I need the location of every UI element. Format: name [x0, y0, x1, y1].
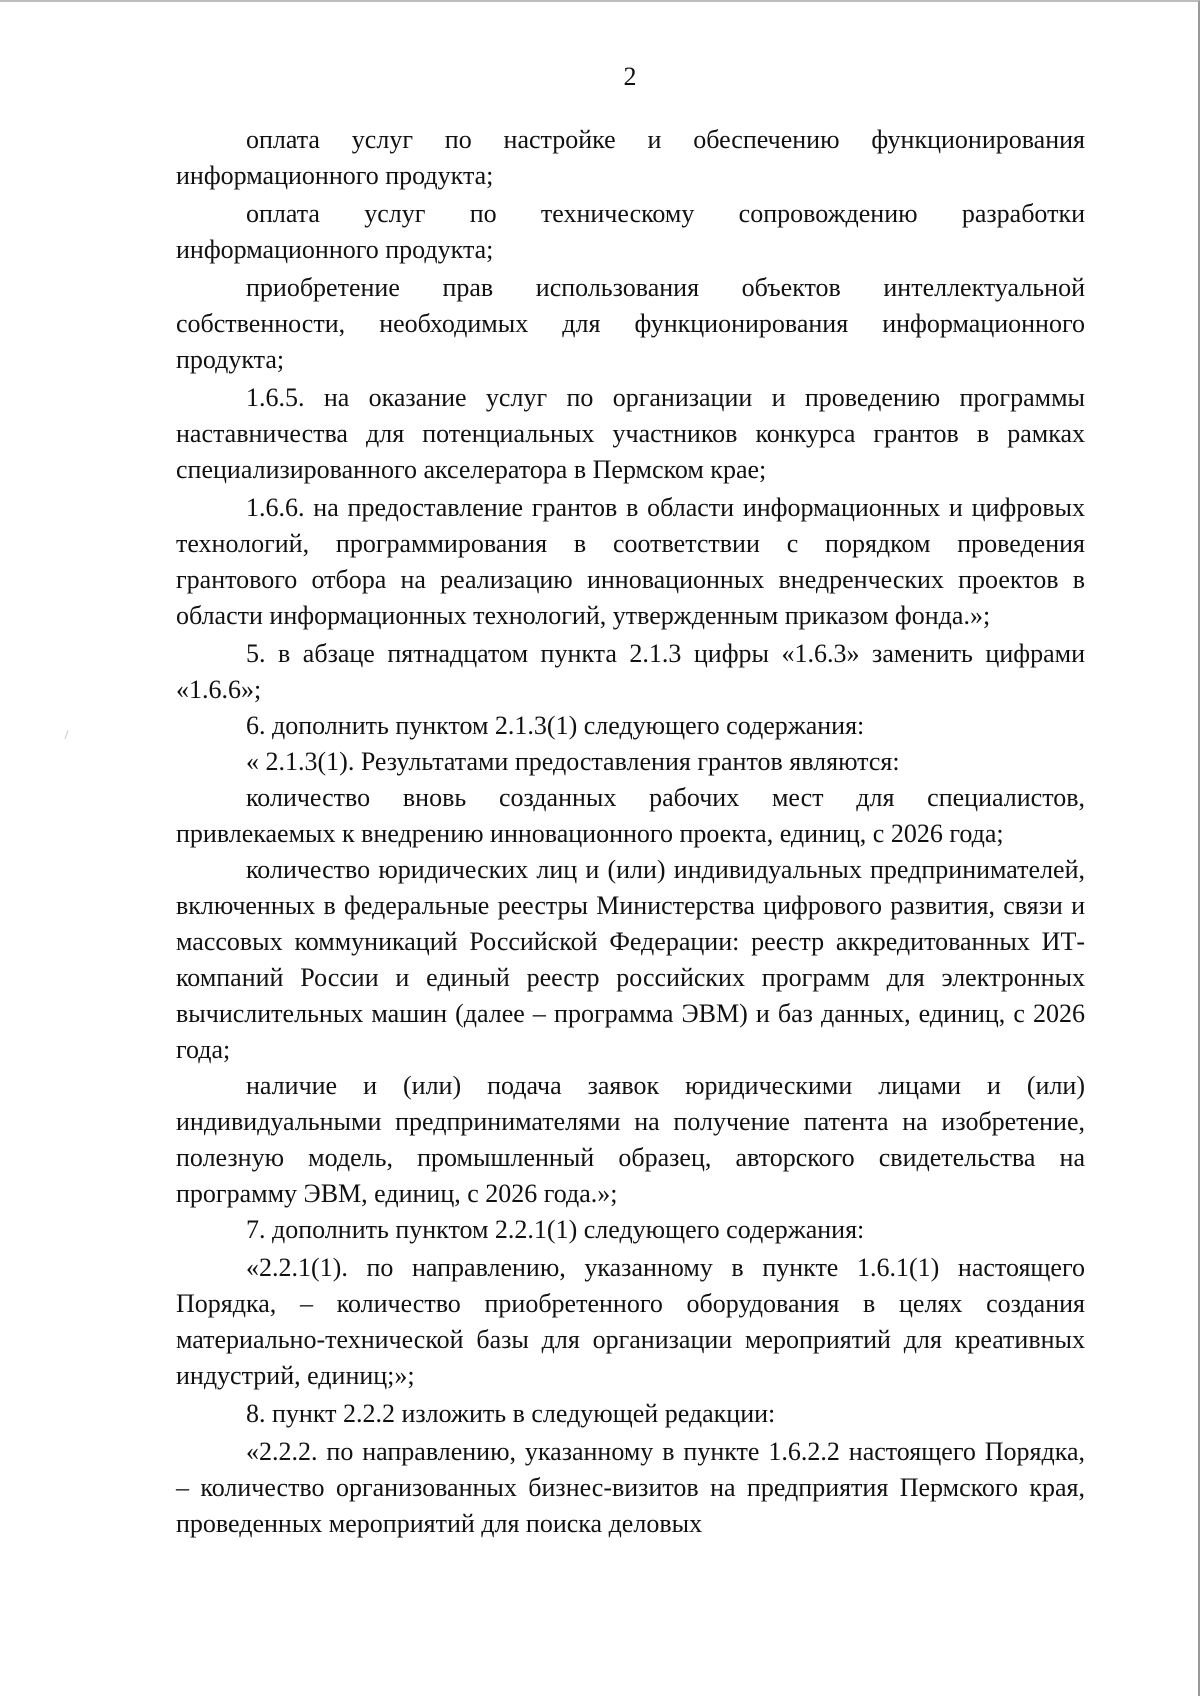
document-body: [176, 122, 1085, 1542]
paragraph: приобретение прав использования объектов интеллектуальной собственности, необходимых для функционирования информационного продукта;: [176, 273, 1085, 374]
paragraph: 1.6.5. на оказание услуг по организации и проведению программы наставничества для потенциальных участников конкурса грантов в рамках специализированного акселератора в Пермском крае;: [176, 383, 1085, 484]
paragraph: количество вновь созданных рабочих мест для специалистов, привлекаемых к внедрению инновационного проекта, единиц, с 2026 года;: [176, 783, 1085, 848]
paragraph: «2.2.1(1). по направлению, указанному в пункте 1.6.1(1) настоящего Порядка, – количество приобретенного оборудования в целях создания материально-технической базы для организации мероприятий для креативных индустрий, единиц;»;: [176, 1253, 1085, 1390]
paragraph: 6. дополнить пунктом 2.1.3(1) следующего содержания:: [246, 711, 865, 740]
page-number: 2: [623, 62, 637, 91]
paragraph: «2.2.2. по направлению, указанному в пункте 1.6.2.2 настоящего Порядка, – количество организованных бизнес-визитов на предприятия Пермского края, проведенных мероприятий для поиска деловых: [176, 1437, 1085, 1538]
paragraph: 5. в абзаце пятнадцатом пункта 2.1.3 цифры «1.6.3» заменить цифрами «1.6.6»;: [176, 639, 1085, 704]
paragraph: оплата услуг по техническому сопровождению разработки информационного продукта;: [176, 199, 1085, 264]
paragraph: 7. дополнить пунктом 2.2.1(1) следующего содержания:: [246, 1215, 865, 1244]
paragraph: 1.6.6. на предоставление грантов в области информационных и цифровых технологий, программирования в соответствии с порядком проведения грантового отбора на реализацию инновационных внедренческих проектов в области информационных технологий, утвержденным приказом фонда.»;: [176, 493, 1085, 630]
paragraph: наличие и (или) подача заявок юридическими лицами и (или) индивидуальными предпринимателями на получение патента на изобретение, полезную модель, промышленный образец, авторского свидетельства на программу ЭВМ, единиц, с 2026 года.»;: [176, 1071, 1085, 1208]
paragraph: оплата услуг по настройке и обеспечению функционирования информационного продукта;: [176, 125, 1085, 190]
paragraph: количество юридических лиц и (или) индивидуальных предпринимателей, включенных в федеральные реестры Министерства цифрового развития, связи и массовых коммуникаций Российской Федерации: реестр аккредитованных ИТ-компаний России и единый реестр российских программ для электронных вычислительных машин (далее – программа ЭВМ) и баз данных, единиц, с 2026 года;: [176, 855, 1085, 1064]
scan-speck: [64, 730, 68, 739]
paragraph: « 2.1.3(1). Результатами предоставления грантов являются:: [246, 747, 900, 776]
paragraph: 8. пункт 2.2.2 изложить в следующей редакции:: [246, 1399, 776, 1428]
